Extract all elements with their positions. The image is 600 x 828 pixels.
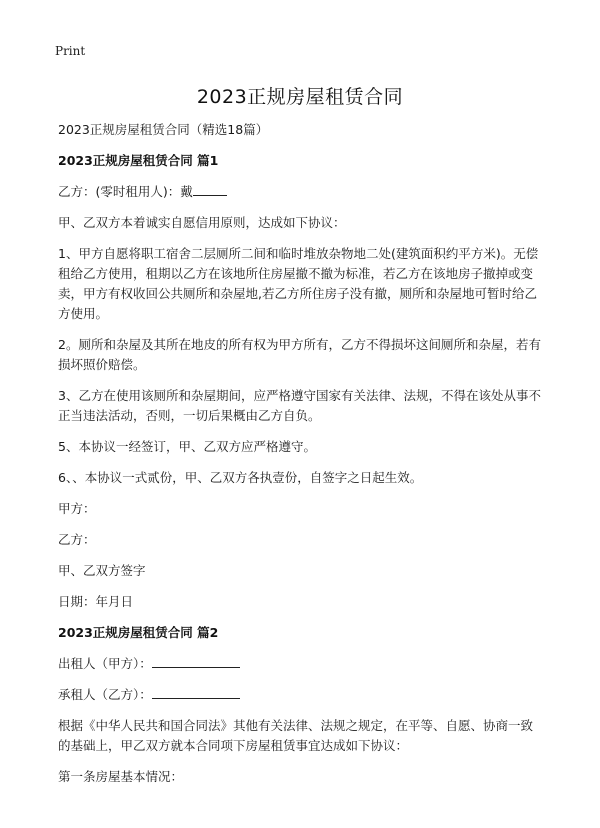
signature-date: 日期：年月日: [58, 594, 134, 609]
lessee-label: 承租人（乙方）：: [58, 687, 152, 702]
page-title: 2023正规房屋租赁合同: [196, 86, 404, 108]
party-b-label: 乙方：(零时租用人)：戴: [58, 184, 193, 199]
lessee-line: [58, 685, 542, 705]
signature-party-a: 甲方：: [58, 501, 96, 516]
lessor-label: 出租人（甲方）：: [58, 656, 152, 671]
lessor-blank: [152, 654, 240, 668]
section-1-heading: 2023正规房屋租赁合同 篇1: [58, 153, 219, 168]
party-b-blank: [193, 182, 227, 196]
section-1-intro: 甲、乙双方本着诚实自愿信用原则，达成如下协议：: [58, 215, 346, 230]
lessor-line: [58, 654, 542, 674]
clause-1: 1、甲方自愿将职工宿舍二层厕所二间和临时堆放杂物地二处(建筑面积约平方米)。无偿租给乙方使用，租期以乙方在该地所住房屋撤不撤为标准，若乙方在该地房子撤掉或变卖，甲方有权收回公共厕所和杂屋地,若乙方所住房子没有撤，厕所和杂屋地可暂时给乙方使用。: [58, 246, 539, 321]
document-body: [58, 120, 542, 798]
section-2-intro: 根据《中华人民共和国合同法》其他有关法律、法规之规定，在平等、自愿、协商一致的基础上，甲乙双方就本合同项下房屋租赁事宜达成如下协议：: [58, 718, 534, 753]
document-subtitle: 2023正规房屋租赁合同（精选18篇）: [58, 122, 269, 137]
signature-party-b: 乙方：: [58, 532, 96, 547]
lessee-blank: [152, 685, 240, 699]
clause-5: 5、本协议一经签订，甲、乙双方应严格遵守。: [58, 439, 316, 454]
article-1: 第一条房屋基本情况：: [58, 769, 184, 784]
clause-3: 3、乙方在使用该厕所和杂屋期间，应严格遵守国家有关法律、法规，不得在该处从事不正当违法活动，否则，一切后果概由乙方自负。: [58, 388, 541, 423]
section-2-heading: 2023正规房屋租赁合同 篇2: [58, 625, 219, 640]
clause-2: 2。厕所和杂屋及其所在地皮的所有权为甲方所有，乙方不得损坏这间厕所和杂屋，若有损坏照价赔偿。: [58, 337, 541, 372]
print-link[interactable]: Print: [55, 44, 86, 58]
signature-both: 甲、乙双方签字: [58, 563, 146, 578]
party-b-line: [58, 182, 542, 202]
clause-6: 6、、本协议一式贰份，甲、乙双方各执壹份，自签字之日起生效。: [58, 470, 423, 485]
